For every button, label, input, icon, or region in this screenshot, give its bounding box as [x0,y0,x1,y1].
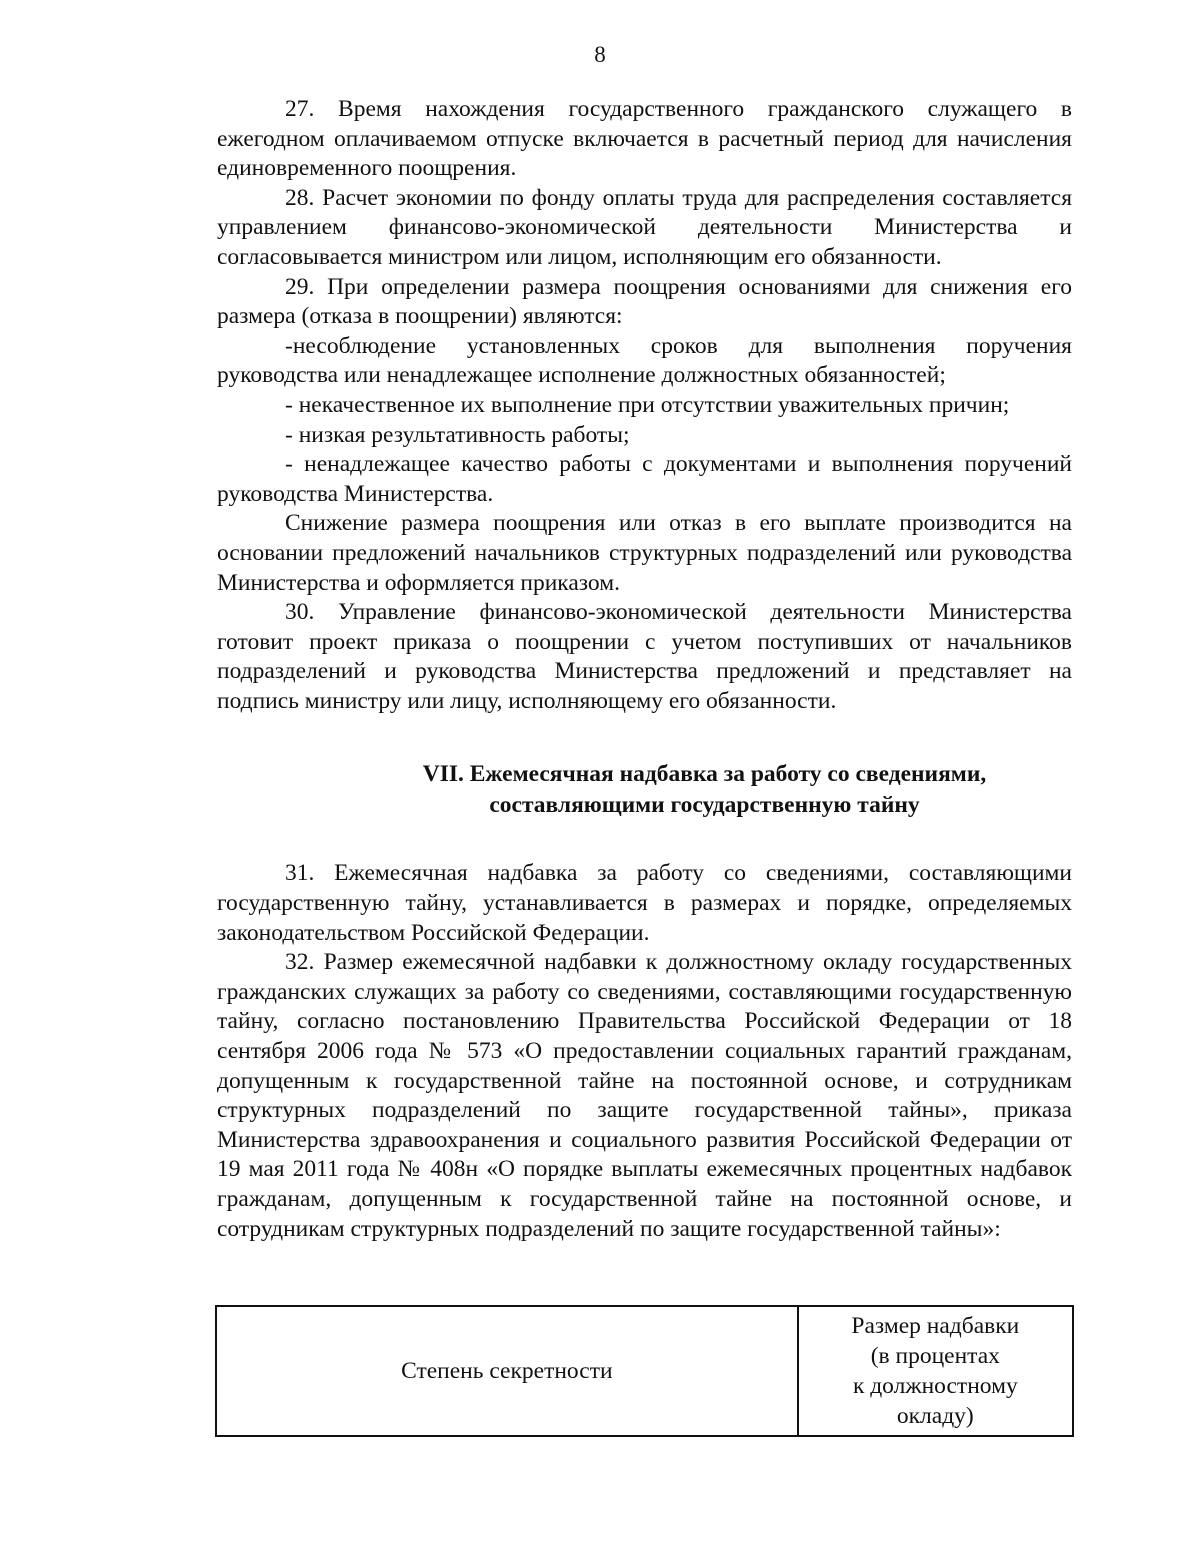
header-secrecy-level: Степень секретности [216,1306,798,1436]
page-number: 8 [594,42,606,67]
header-allowance-size [798,1306,1073,1436]
document-body [217,95,1072,1244]
table-header-row [216,1306,1073,1436]
paragraph-29: 29. При определении размера поощрения основаниями для снижения его размера (отказа в поощрении) являются: [217,273,1072,330]
header-allowance-line: к должностному [852,1373,1018,1399]
paragraph-31: 31. Ежемесячная надбавка за работу со сведениями, составляющими государственную тайну, устанавливается в размерах и порядке, определяемых законодательством Российской Федерации. [217,860,1072,946]
section-heading-line-1: VII. Ежемесячная надбавка за работу со сведениями, [422,761,987,788]
paragraph-30: 30. Управление финансово-экономической деятельности Министерства готовит проект приказа о поощрении с учетом поступивших от начальников подразделений и руководства Министерства предложений и представляет на подпись министру или лицу, исполняющему его обязанности. [217,599,1072,714]
header-allowance-line: окладу) [896,1403,974,1429]
list-item-performance: - низкая результативность работы; [285,421,630,448]
paragraph-27: 27. Время нахождения государственного гражданского служащего в ежегодном оплачиваемом отпуске включается в расчетный период для начисления единовременного поощрения. [217,96,1072,182]
list-item-quality: - некачественное их выполнение при отсутствии уважительных причин; [285,391,1010,418]
list-item-deadlines: -несоблюдение установленных сроков для выполнения поручения руководства или ненадлежащее исполнение должностных обязанностей; [217,332,1072,389]
header-allowance-line: Размер надбавки [851,1313,1020,1339]
secrecy-table [215,1305,1074,1437]
section-heading [217,759,1072,821]
section-heading-line-2: составляющими государственную тайну [489,792,920,819]
paragraph-32: 32. Размер ежемесячной надбавки к должностному окладу государственных гражданских служащих за работу со сведениями, составляющими государственную тайну, согласно постановлению Правительства Российской Федерации от 18 сентября 2006 года № 573 «О предоставлении социальных гарантий гражданам, допущенным к государственной тайне на постоянной основе, и сотрудникам структурных подразделений по защите государственной тайны», приказа Министерства здравоохранения и социального развития Российской Федерации от 19 мая 2011 года № 408н «О порядке выплаты ежемесячных процентных надбавок гражданам, допущенным к государственной тайне на постоянной основе, и сотрудникам структурных подразделений по защите государственной тайны»: [217,949,1072,1242]
header-allowance-line: (в процентах [870,1343,1000,1369]
paragraph-reduction: Снижение размера поощрения или отказ в его выплате производится на основании предложений начальников структурных подразделений или руководства Министерства и оформляется приказом. [217,510,1072,596]
paragraph-28: 28. Расчет экономии по фонду оплаты труда для распределения составляется управлением финансово-экономической деятельности Министерства и согласовывается министром или лицом, исполняющим его обязанности. [217,184,1072,270]
list-item-documents: - ненадлежащее качество работы с документами и выполнения поручений руководства Министерства. [217,451,1072,507]
